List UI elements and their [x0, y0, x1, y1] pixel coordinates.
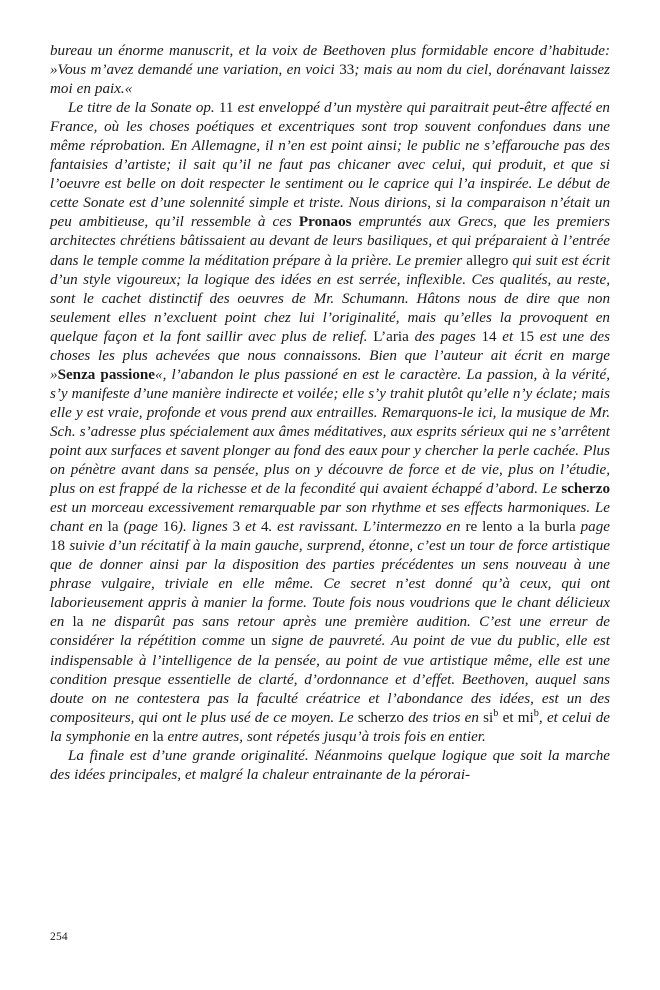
text-run-roman: et mi	[498, 709, 534, 726]
page-number: 254	[50, 931, 68, 943]
text-run-roman: re lento a la burla	[465, 519, 576, 536]
text-run-roman: 15	[518, 328, 535, 345]
paragraph-3: La finale est d’une grande originalité. Néanmoins quelque logique que soit la marche des idées principales, et malgré la chaleur entrainante de la pérorai-	[50, 747, 610, 783]
text-run-bold: scherzo	[561, 481, 610, 498]
text-run-roman: la	[152, 728, 164, 745]
text-run-roman: 4	[260, 519, 269, 536]
text-run-bold: Pronaos	[298, 214, 352, 231]
text-run-roman: 14	[481, 328, 497, 345]
text-run-roman: la	[107, 519, 119, 536]
text-run-roman: L’aria	[373, 328, 409, 345]
text-run-bold: Senza passione	[57, 366, 156, 383]
text-run-superscript: b	[533, 707, 539, 719]
text-run-roman: 16	[162, 519, 178, 536]
text-run-roman: 18	[50, 538, 66, 555]
paragraph-1: bureau un énorme manuscrit, et la voix de Beethoven plus formidable encore d’habitude: »Vous m’avez demandé une variation, en voici 33; mais au nom du ciel, dorénavant laissez moi en paix.«	[50, 43, 610, 98]
text-run-superscript: b	[493, 707, 499, 719]
text-run-roman: 11	[218, 100, 234, 117]
text-run-roman: scherzo	[357, 709, 404, 726]
text-run-roman: 33	[339, 62, 355, 79]
text-run-roman: si	[483, 709, 494, 726]
paragraph-2: Le titre de la Sonate op. 11 est enveloppé d’un mystère qui paraitrait peut-être affecté en France, où les choses poétiques et excentriques sont trop souvent confondues dans une même réprobation. En Allemagne, il n’en est point ainsi; le public ne s’effarouche pas des fantaisies d’artiste; il sait qu’il ne faut pas chicaner avec celui, qui produit, et que si l’oeuvre est belle on doit respecter le sentiment ou le caprice qui l’a inspirée. Le début de cette Sonate est d’une solennité simple et triste. Nous dirions, si la comparaison n’était un peu ambitieuse, qu’il ressemble à ces Pronaos empruntés aux Grecs, que les premiers architectes chrétiens bâtissaient au devant de leurs basiliques, et qui préparaient à l’entrée dans le temple comme la méditation prépare à la prière. Le premier allegro qui suit est écrit d’un style vigoureux; la logique des idées en est serrée, inflexible. Ces qualités, au reste, sont le cachet distinctif des oeuvres de Mr. Schumann. Hâtons nous de dire que non seulement elles n’excluent point chez lui l’originalité, mais qu’elles la provoquent en quelque façon et la font saillir avec plus de relief. L’aria des pages 14 et 15 est une des choses les plus achevées que nous connaissons. Bien que l’auteur ait écrit en marge »Senza passione«, l’abandon le plus passioné en est le caractère. La passion, à la vérité, s’y manifeste d’une manière indirecte et voilée; elle s’y trahit plutôt qu’elle n’y éclate; mais elle y est vraie, profonde et vous prend aux entrailles. Remarquons-le ici, la musique de Mr. Sch. s’adresse plus spécialement aux âmes méditatives, aux esprits sérieux qui ne s’arrêtent point aux surfaces et savent plonger au fond des eaux pour y chercher la perle cachée. Plus on pénètre avant dans sa pensée, plus on y découvre de force et de vie, plus on l’étudie, plus on est frappé de la richesse et de la fecondité qui avaient échappé d’abord. Le scherzo est un morceau excessivement remarquable par son rhythme et ses effects harmoniques. Le chant en la (page 16). lignes 3 et 4. est ravissant. L’intermezzo en re lento a la burla page 18 suivie d’un récitatif à la main gauche, surprend, étonne, c’est un tour de force artistique que de donner ainsi par la disposition des parties précédentes un sens nouveau à une phrase vulgaire, triviale en elle même. Ce secret n’est donné qu’à ceux, qui ont laborieusement appris à manier la forme. Toute fois nous voudrions que le chant délicieux en la ne disparût pas sans retour après une première audition. C’est une erreur de considérer la répétition comme un signe de pauvreté. Au point de vue du public, elle est indispensable à l’intelligence de la pensée, au point de vue artistique même, elle est une condition presque essentielle de clarté, d’ordonnance et d’effet. Beethoven, auquel sans doute on ne contestera pas la faculté créatrice et l’abondance des idées, est un des compositeurs, qui ont le plus usé de ce moyen. Le scherzo des trios en $si^b$ et $mi^b$, et celui de la symphonie en la entre autres, sont répetés jusqu’à trois fois en entier.	[50, 100, 611, 745]
body-text-block	[50, 42, 610, 785]
text-run-roman: 3	[232, 519, 241, 536]
text-run-roman: la	[72, 614, 84, 631]
text-run-roman: un	[250, 633, 266, 650]
text-run-roman: allegro	[466, 252, 509, 269]
